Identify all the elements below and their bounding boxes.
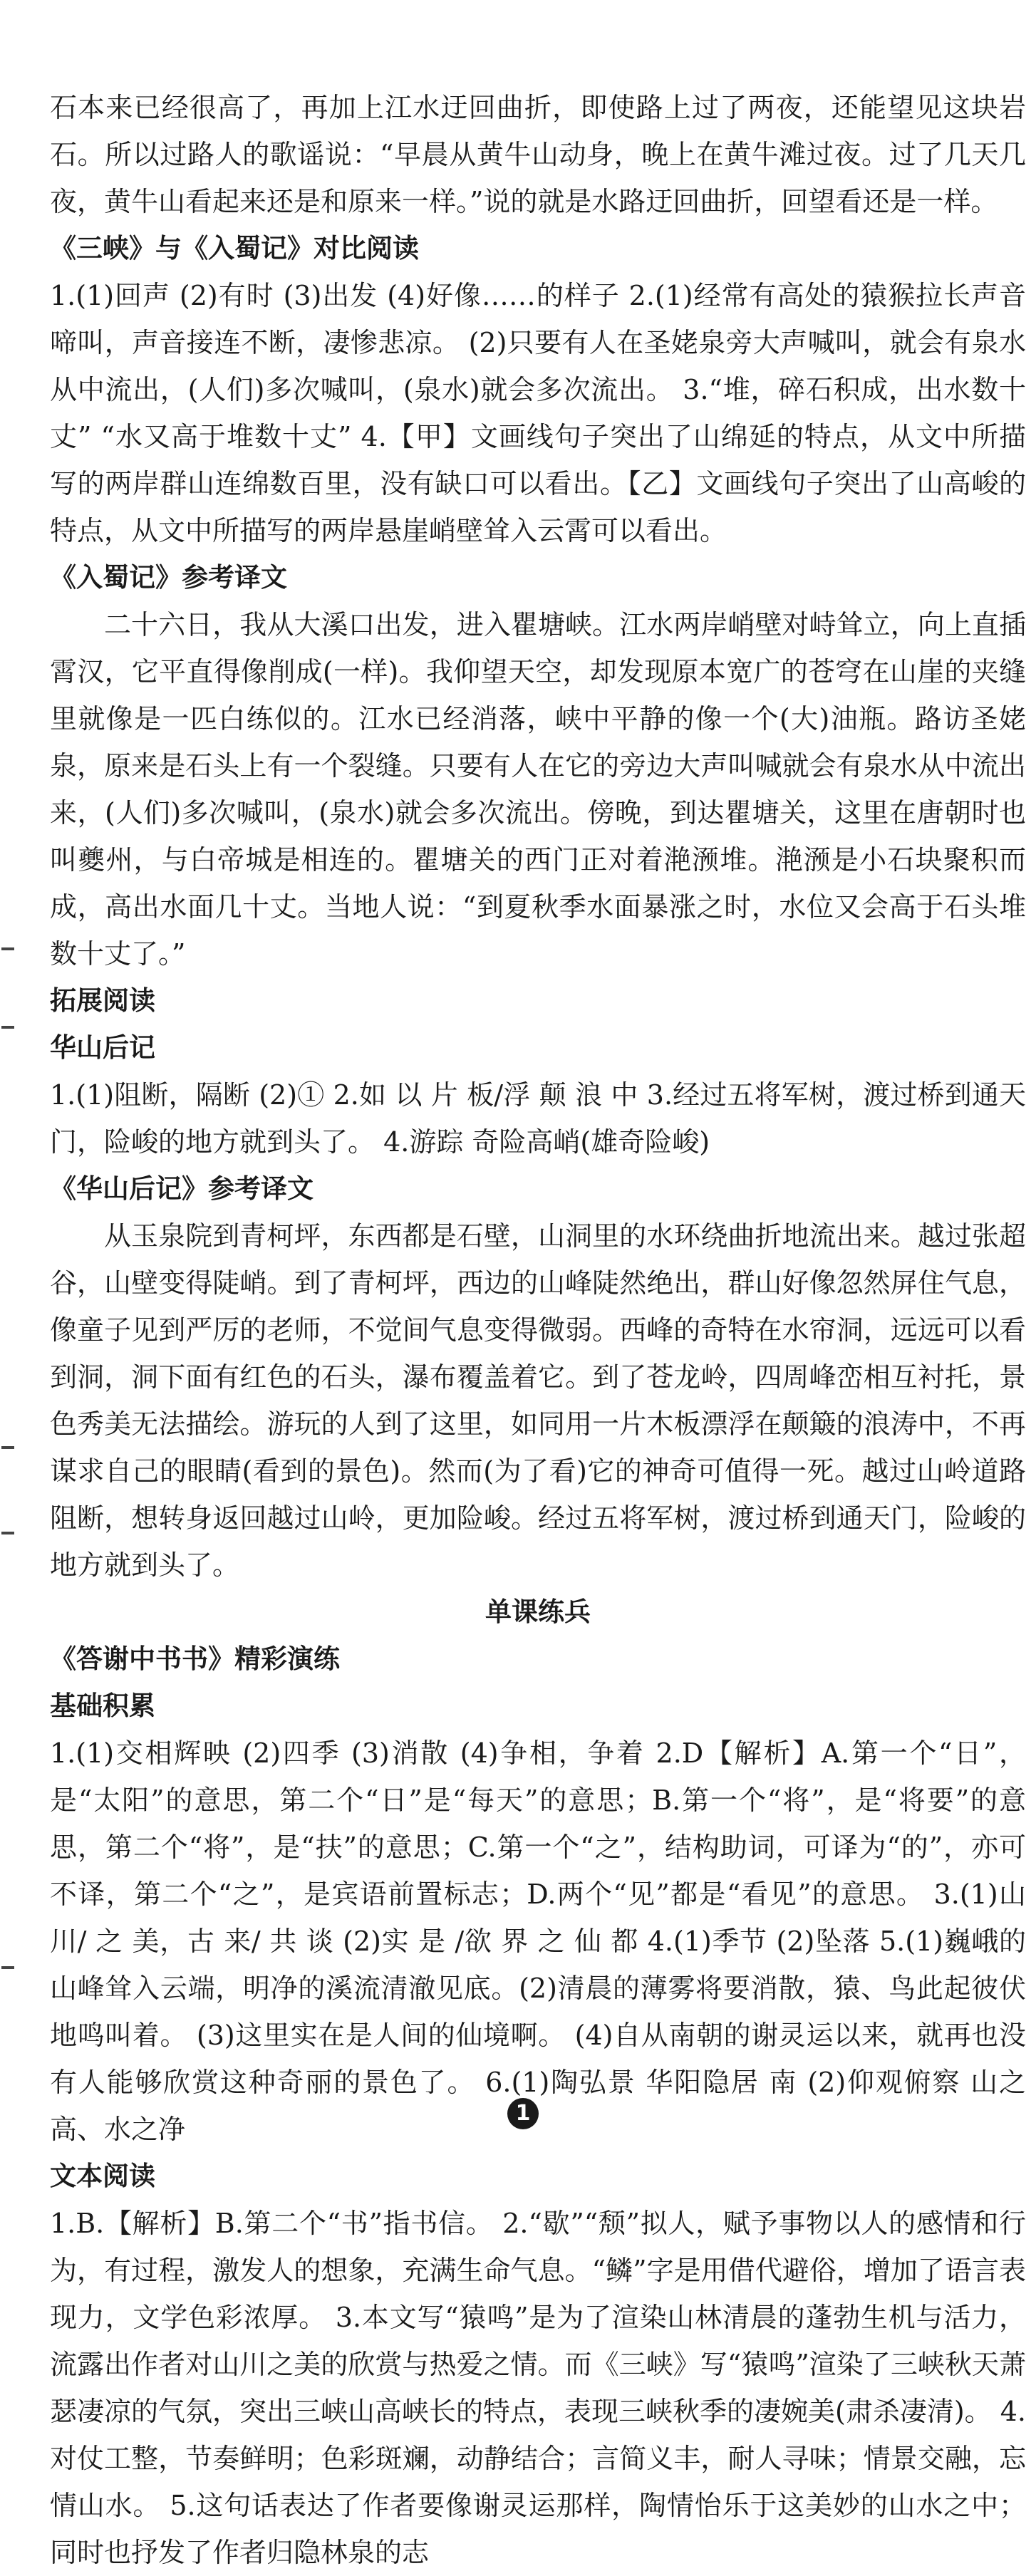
left-margin-bleed — [0, 0, 21, 2186]
margin-mark — [1, 1446, 14, 1449]
margin-mark — [1, 947, 14, 950]
answer-paragraph: 1.(1)交相辉映 (2)四季 (3)消散 (4)争相，争着 2.D【解析】A.第一个“日”，是“太阳”的意思，第二个“日”是“每天”的意思；B.第一个“将”，是“将要”的意思，第二个“将”，是“扶”的意思；C.第一个“之”，结构助词，可译为“的”，亦可不译，第二个“之”，是宾语前置标志；D.两个“见”都是“看见”的意思。 3.(1)山 川/ 之 美，古 来/ 共 谈 (2)实 是 /欲 界 之 仙 都 4.(1)季节 (2)坠落 5.(1)巍峨的山峰耸入云端，明净的溪流清澈见底。(2)清晨的薄雾将要消散，猿、鸟此起彼伏地鸣叫着。 (3)这里实在是人间的仙境啊。 (4)自从南朝的谢灵运以来，就再也没有人能够欣赏这种奇丽的景色了。 6.(1)陶弘景 华阳隐居 南 (2)仰观俯察 山之高、水之净 — [50, 1738, 1026, 2145]
answer-paragraph: 1.(1)回声 (2)有时 (3)出发 (4)好像……的样子 2.(1)经常有高处的猿猴拉长声音啼叫，声音接连不断，凄惨悲凉。 (2)只要有人在圣姥泉旁大声喊叫，就会有泉水从中流出，(人们)多次喊叫，(泉水)就会多次流出。 3.“堆，碎石积成，出水数十丈” “水又高于堆数十丈” 4.【甲】文画线句子突出了山绵延的特点，从文中所描写的两岸群山连绵数百里，没有缺口可以看出。【乙】文画线句子突出了山高峻的特点，从文中所描写的两岸悬崖峭壁耸入云霄可以看出。 — [50, 280, 1026, 546]
answer-paragraph: 石本来已经很高了，再加上江水迂回曲折，即使路上过了两夜，还能望见这块岩石。所以过路人的歌谣说：“早晨从黄牛山动身，晚上在黄牛滩过夜。过了几天几夜，黄牛山看起来还是和原来一样。”说的就是水路迂回曲折，回望看还是一样。 — [50, 92, 1026, 217]
section-heading: 《答谢中书书》精彩演练 — [50, 1643, 340, 1674]
section-heading: 基础积累 — [50, 1690, 155, 1721]
answer-page-content — [50, 84, 1026, 2576]
page-number-badge: 1 — [507, 2098, 539, 2129]
section-heading: 华山后记 — [50, 1032, 155, 1063]
answer-paragraph: 1.(1)阻断，隔断 (2)① 2.如 以 片 板/浮 颠 浪 中 3.经过五将军树，渡过桥到通天门，险峻的地方就到头了。 4.游踪 奇险高峭(雄奇险峻) — [50, 1079, 1026, 1158]
section-heading: 《入蜀记》参考译文 — [50, 562, 287, 593]
margin-mark — [1, 1966, 14, 1969]
answer-paragraph: 1.B.【解析】B.第二个“书”指书信。 2.“歇”“颓”拟人，赋予事物以人的感情和行为，有过程，激发人的想象，充满生命气息。“鳞”字是用借代避俗，增加了语言表现力，文学色彩浓厚。 3.本文写“猿鸣”是为了渲染山林清晨的蓬勃生机与活力，流露出作者对山川之美的欣赏与热爱之情。而《三峡》写“猿鸣”渲染了三峡秋天萧瑟凄凉的气氛，突出三峡山高峡长的特点，表现三峡秋季的凄婉美(肃杀凄清)。 4.对仗工整，节奏鲜明；色彩斑斓，动静结合；言简义丰，耐人寻味；情景交融，忘情山水。 5.这句话表达了作者要像谢灵运那样，陶情怡乐于这美妙的山水之中；同时也抒发了作者归隐林泉的志 — [50, 2208, 1026, 2568]
section-heading: 文本阅读 — [50, 2161, 155, 2191]
section-heading: 《华山后记》参考译文 — [50, 1173, 314, 1204]
section-heading: 《三峡》与《入蜀记》对比阅读 — [50, 233, 419, 264]
section-title: 单课练兵 — [485, 1596, 591, 1627]
translation-paragraph: 二十六日，我从大溪口出发，进入瞿塘峡。江水两岸峭壁对峙耸立，向上直插霄汉，它平直得像削成(一样)。我仰望天空，却发现原本宽广的苍穹在山崖的夹缝里就像是一匹白练似的。江水已经消落，峡中平静的像一个(大)油瓶。路访圣姥泉，原来是石头上有一个裂缝。只要有人在它的旁边大声叫喊就会有泉水从中流出来，(人们)多次喊叫，(泉水)就会多次流出。傍晚，到达瞿塘关，这里在唐朝时也叫夔州，与白帝城是相连的。瞿塘关的西门正对着滟滪堆。滟滪是小石块聚积而成，高出水面几十丈。当地人说：“到夏秋季水面暴涨之时，水位又会高于石头堆数十丈了。” — [50, 609, 1026, 970]
margin-mark — [1, 1532, 14, 1534]
margin-mark — [1, 1026, 14, 1029]
translation-paragraph: 从玉泉院到青柯坪，东西都是石壁，山洞里的水环绕曲折地流出来。越过张超谷，山壁变得陡峭。到了青柯坪，西边的山峰陡然绝出，群山好像忽然屏住气息，像童子见到严厉的老师，不觉间气息变得微弱。西峰的奇特在水帘洞，远远可以看到洞，洞下面有红色的石头，瀑布覆盖着它。到了苍龙岭，四周峰峦相互衬托，景色秀美无法描绘。游玩的人到了这里，如同用一片木板漂浮在颠簸的浪涛中，不再谋求自己的眼睛(看到的景色)。然而(为了看)它的神奇可值得一死。越过山岭道路阻断，想转身返回越过山岭，更加险峻。经过五将军树，渡过桥到通天门，险峻的地方就到头了。 — [50, 1220, 1026, 1581]
section-heading: 拓展阅读 — [50, 985, 155, 1016]
